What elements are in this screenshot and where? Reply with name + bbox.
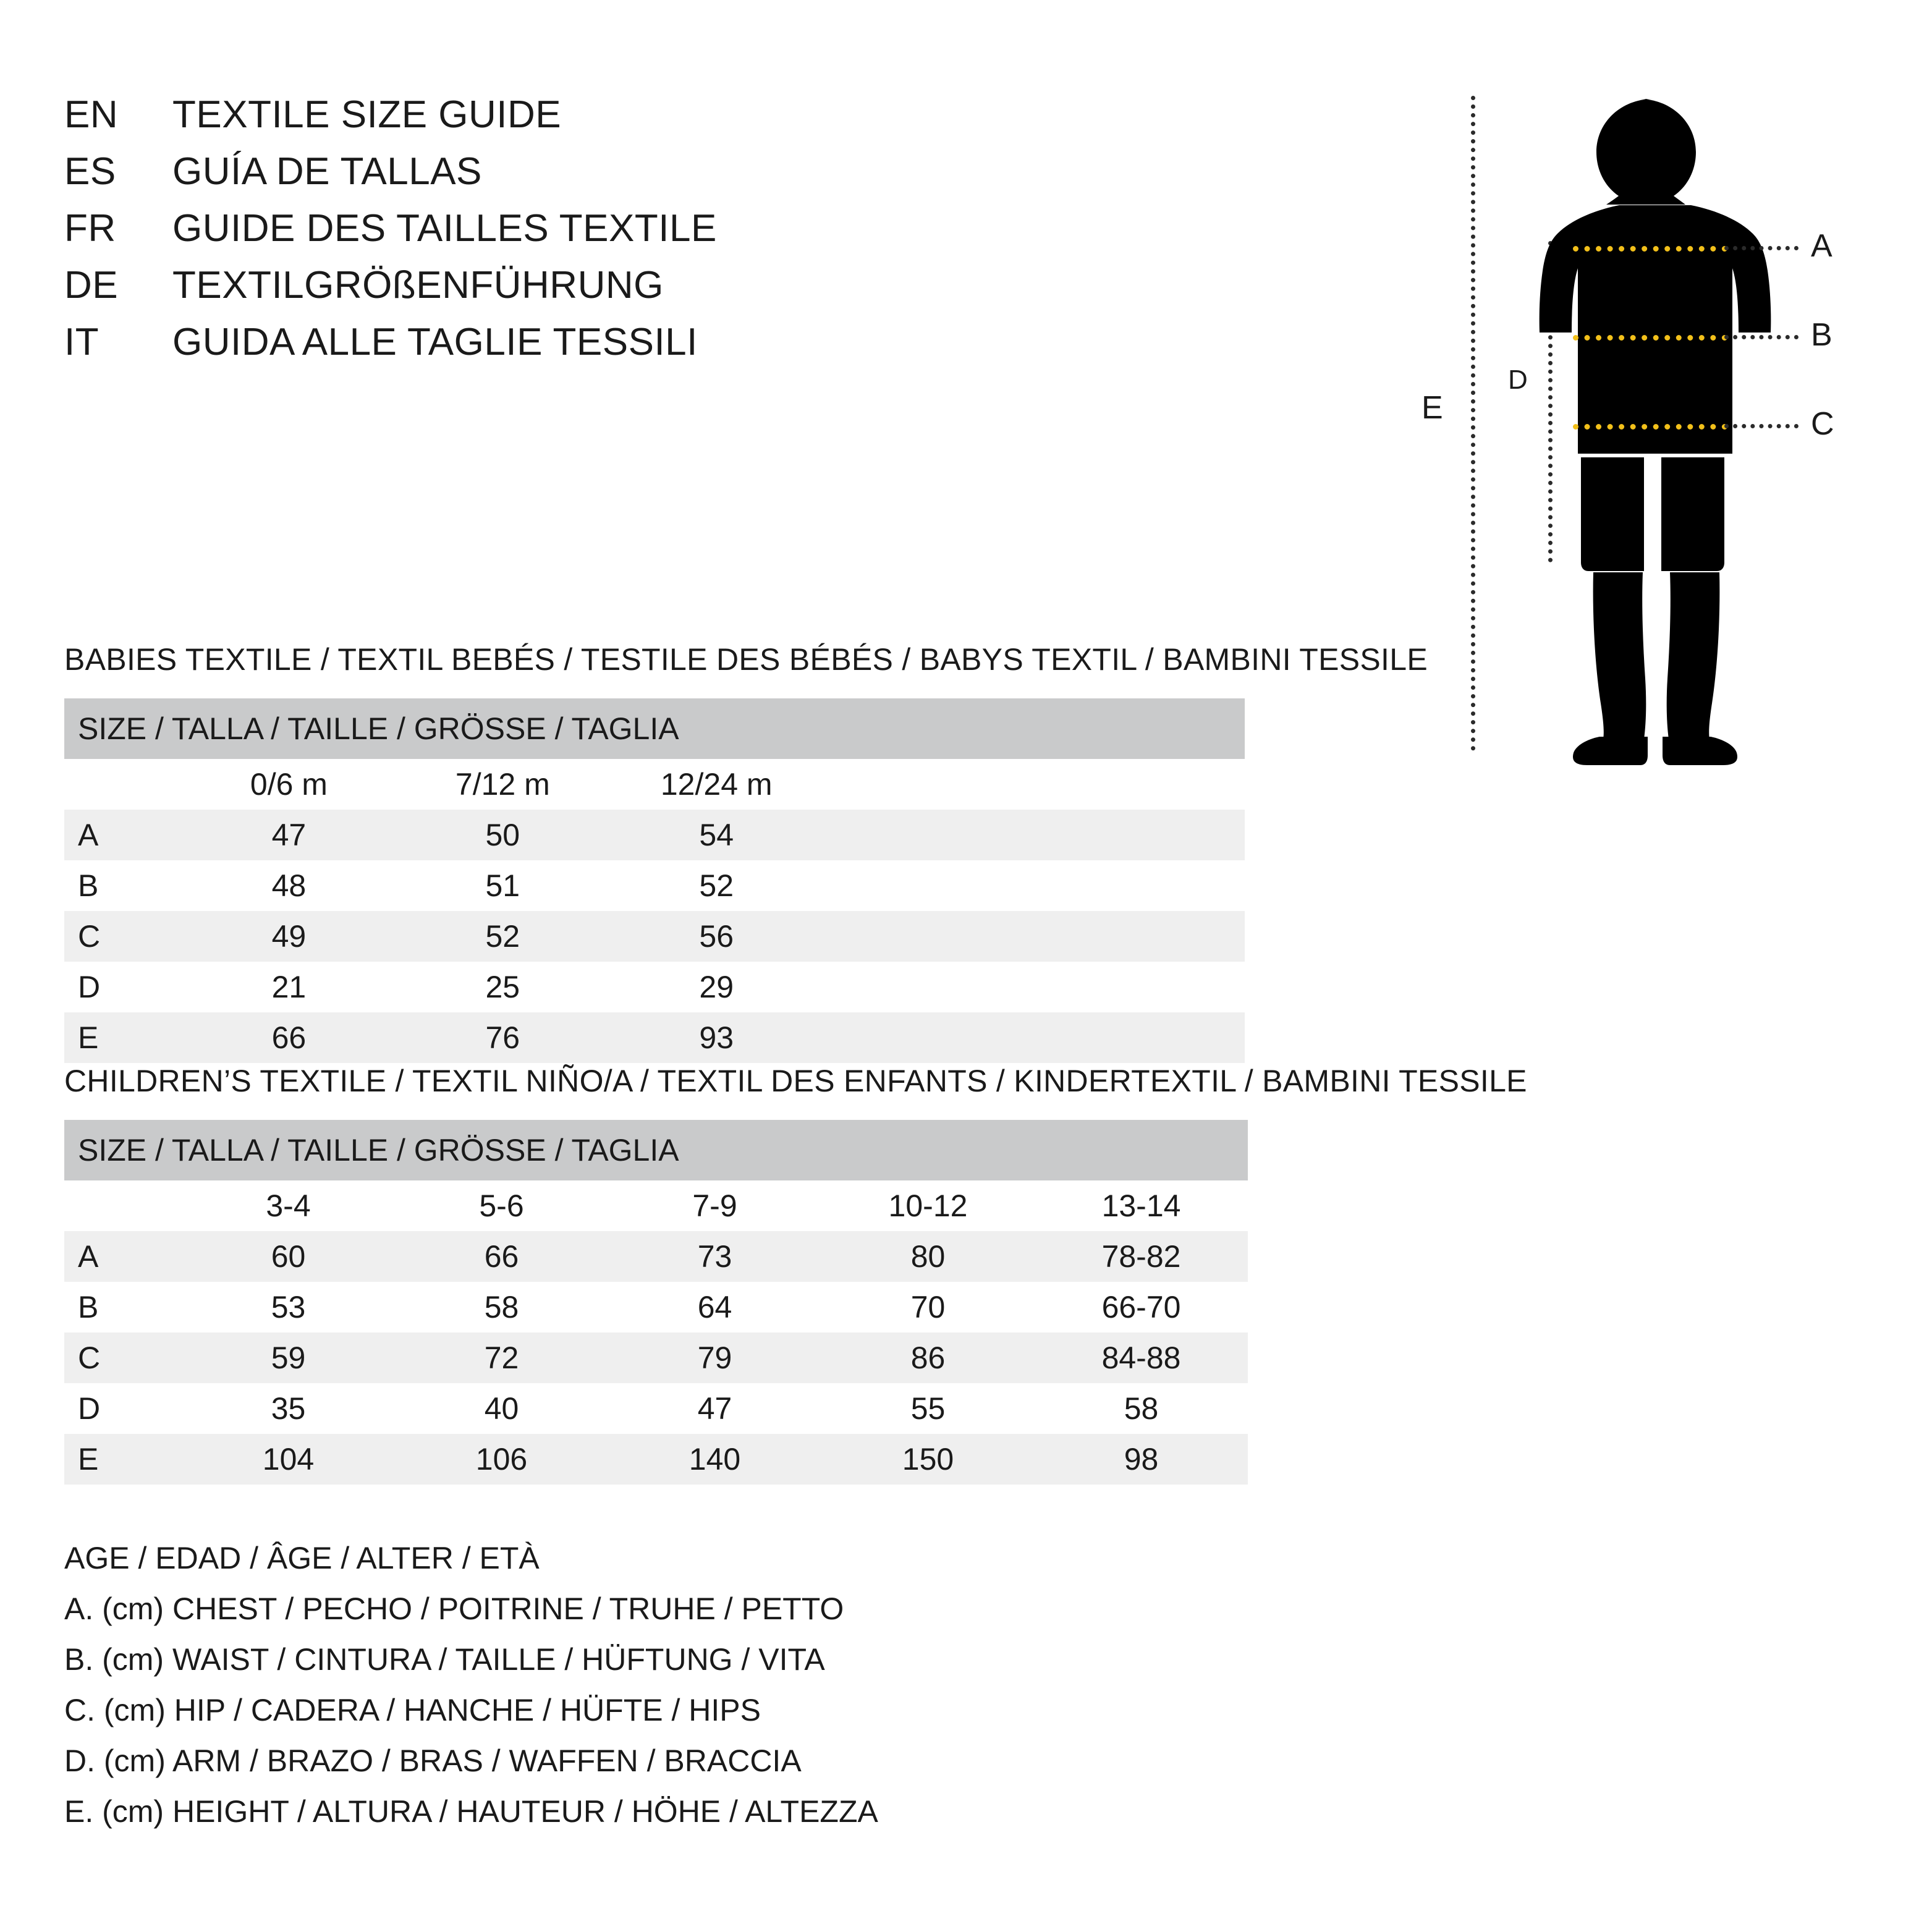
babies-section-heading: BABIES TEXTILE / TEXTIL BEBÉS / TESTILE DES BÉBÉS / BABYS TEXTIL / BAMBINI TESSILE — [64, 642, 1428, 677]
children-b-0: 53 — [182, 1282, 395, 1332]
children-row-label-e: E — [64, 1434, 182, 1485]
babies-b-1: 51 — [396, 860, 609, 911]
title-row-en — [64, 93, 930, 150]
children-band-row — [64, 1120, 1248, 1180]
babies-col-filler — [823, 759, 1245, 810]
title-lang-de: DE — [64, 264, 119, 307]
figure-label-a: A — [1811, 228, 1832, 264]
figure-label-e: E — [1421, 390, 1443, 426]
babies-row-label-e: E — [64, 1012, 182, 1063]
children-d-1: 40 — [395, 1383, 608, 1434]
title-text-es: GUÍA DE TALLAS — [172, 150, 482, 193]
children-e-4: 98 — [1035, 1434, 1248, 1485]
table-row — [64, 1383, 1248, 1434]
babies-e-0: 66 — [182, 1012, 396, 1063]
babies-e-2: 93 — [609, 1012, 823, 1063]
title-block — [64, 93, 930, 377]
children-corner-cell — [64, 1180, 182, 1231]
babies-d-2: 29 — [609, 962, 823, 1012]
table-row — [64, 911, 1245, 962]
table-row — [64, 1332, 1248, 1383]
children-d-4: 58 — [1035, 1383, 1248, 1434]
babies-band-row — [64, 698, 1245, 759]
children-c-2: 79 — [608, 1332, 821, 1383]
babies-b-0: 48 — [182, 860, 396, 911]
babies-b-filler — [823, 860, 1245, 911]
figure-label-d: D — [1508, 365, 1528, 395]
babies-c-0: 49 — [182, 911, 396, 962]
measurement-legend — [64, 1533, 878, 1837]
measure-line-c — [1573, 424, 1727, 430]
babies-row-label-d: D — [64, 962, 182, 1012]
title-lang-en: EN — [64, 93, 119, 136]
children-b-3: 70 — [821, 1282, 1035, 1332]
children-a-4: 78-82 — [1035, 1231, 1248, 1282]
children-b-4: 66-70 — [1035, 1282, 1248, 1332]
children-row-label-b: B — [64, 1282, 182, 1332]
babies-d-0: 21 — [182, 962, 396, 1012]
babies-column-header-row — [64, 759, 1245, 810]
children-e-2: 140 — [608, 1434, 821, 1485]
children-d-2: 47 — [608, 1383, 821, 1434]
babies-b-2: 52 — [609, 860, 823, 911]
children-col-1: 5-6 — [395, 1180, 608, 1231]
children-a-2: 73 — [608, 1231, 821, 1282]
leader-line-a — [1724, 246, 1799, 250]
children-b-1: 58 — [395, 1282, 608, 1332]
children-col-2: 7-9 — [608, 1180, 821, 1231]
babies-row-label-b: B — [64, 860, 182, 911]
legend-line-c: C. (cm) HIP / CADERA / HANCHE / HÜFTE / HIPS — [64, 1693, 761, 1727]
title-lang-it: IT — [64, 321, 100, 363]
table-row — [64, 962, 1245, 1012]
babies-band-label: SIZE / TALLA / TAILLE / GRÖSSE / TAGLIA — [64, 698, 1245, 759]
babies-a-1: 50 — [396, 810, 609, 860]
figure-label-b: B — [1811, 317, 1832, 353]
babies-e-1: 76 — [396, 1012, 609, 1063]
measurement-figure — [1415, 80, 1885, 779]
children-row-label-a: A — [64, 1231, 182, 1282]
legend-line-a: A. (cm) CHEST / PECHO / POITRINE / TRUHE / PETTO — [64, 1591, 844, 1626]
legend-line-b: B. (cm) WAIST / CINTURA / TAILLE / HÜFTUNG / VITA — [64, 1642, 825, 1677]
children-col-3: 10-12 — [821, 1180, 1035, 1231]
children-c-0: 59 — [182, 1332, 395, 1383]
children-section-heading: CHILDREN’S TEXTILE / TEXTIL NIÑO/A / TEXTIL DES ENFANTS / KINDERTEXTIL / BAMBINI TESSILE — [64, 1064, 1527, 1098]
leader-line-b — [1724, 335, 1799, 339]
title-text-it: GUIDA ALLE TAGLIE TESSILI — [172, 321, 698, 363]
table-row — [64, 810, 1245, 860]
babies-col-1: 7/12 m — [396, 759, 609, 810]
children-row-label-d: D — [64, 1383, 182, 1434]
babies-a-filler — [823, 810, 1245, 860]
children-e-3: 150 — [821, 1434, 1035, 1485]
children-e-1: 106 — [395, 1434, 608, 1485]
child-silhouette-icon — [1527, 93, 1786, 766]
title-lang-es: ES — [64, 150, 116, 193]
table-row — [64, 1231, 1248, 1282]
children-d-3: 55 — [821, 1383, 1035, 1434]
measure-line-b — [1573, 335, 1727, 341]
table-row — [64, 860, 1245, 911]
babies-row-label-c: C — [64, 911, 182, 962]
title-row-es — [64, 150, 930, 206]
babies-a-0: 47 — [182, 810, 396, 860]
children-e-0: 104 — [182, 1434, 395, 1485]
babies-corner-cell — [64, 759, 182, 810]
leader-line-c — [1724, 424, 1799, 428]
table-row — [64, 1282, 1248, 1332]
table-row — [64, 1012, 1245, 1063]
babies-c-1: 52 — [396, 911, 609, 962]
title-row-de — [64, 263, 930, 320]
babies-c-filler — [823, 911, 1245, 962]
title-row-fr — [64, 206, 930, 263]
title-text-fr: GUIDE DES TAILLES TEXTILE — [172, 207, 717, 250]
children-d-0: 35 — [182, 1383, 395, 1434]
babies-col-0: 0/6 m — [182, 759, 396, 810]
babies-c-2: 56 — [609, 911, 823, 962]
children-row-label-c: C — [64, 1332, 182, 1383]
table-row — [64, 1434, 1248, 1485]
legend-line-age: AGE / EDAD / ÂGE / ALTER / ETÀ — [64, 1541, 540, 1575]
children-a-3: 80 — [821, 1231, 1035, 1282]
children-band-label: SIZE / TALLA / TAILLE / GRÖSSE / TAGLIA — [64, 1120, 1248, 1180]
children-col-4: 13-14 — [1035, 1180, 1248, 1231]
babies-a-2: 54 — [609, 810, 823, 860]
children-col-0: 3-4 — [182, 1180, 395, 1231]
babies-col-2: 12/24 m — [609, 759, 823, 810]
title-lang-fr: FR — [64, 207, 116, 250]
babies-row-label-a: A — [64, 810, 182, 860]
children-b-2: 64 — [608, 1282, 821, 1332]
babies-size-table — [64, 698, 1245, 1063]
legend-line-e: E. (cm) HEIGHT / ALTURA / HAUTEUR / HÖHE / ALTEZZA — [64, 1794, 878, 1829]
title-text-de: TEXTILGRÖßENFÜHRUNG — [172, 264, 664, 307]
children-c-4: 84-88 — [1035, 1332, 1248, 1383]
height-guide-line-e — [1471, 96, 1475, 751]
children-size-table — [64, 1120, 1248, 1485]
children-c-1: 72 — [395, 1332, 608, 1383]
babies-d-1: 25 — [396, 962, 609, 1012]
babies-d-filler — [823, 962, 1245, 1012]
children-c-3: 86 — [821, 1332, 1035, 1383]
children-a-1: 66 — [395, 1231, 608, 1282]
children-a-0: 60 — [182, 1231, 395, 1282]
title-row-it — [64, 320, 930, 377]
babies-e-filler — [823, 1012, 1245, 1063]
measure-line-a — [1573, 246, 1727, 252]
figure-label-c: C — [1811, 406, 1834, 442]
legend-line-d: D. (cm) ARM / BRAZO / BRAS / WAFFEN / BRACCIA — [64, 1743, 802, 1778]
children-column-header-row — [64, 1180, 1248, 1231]
title-text-en: TEXTILE SIZE GUIDE — [172, 93, 562, 136]
